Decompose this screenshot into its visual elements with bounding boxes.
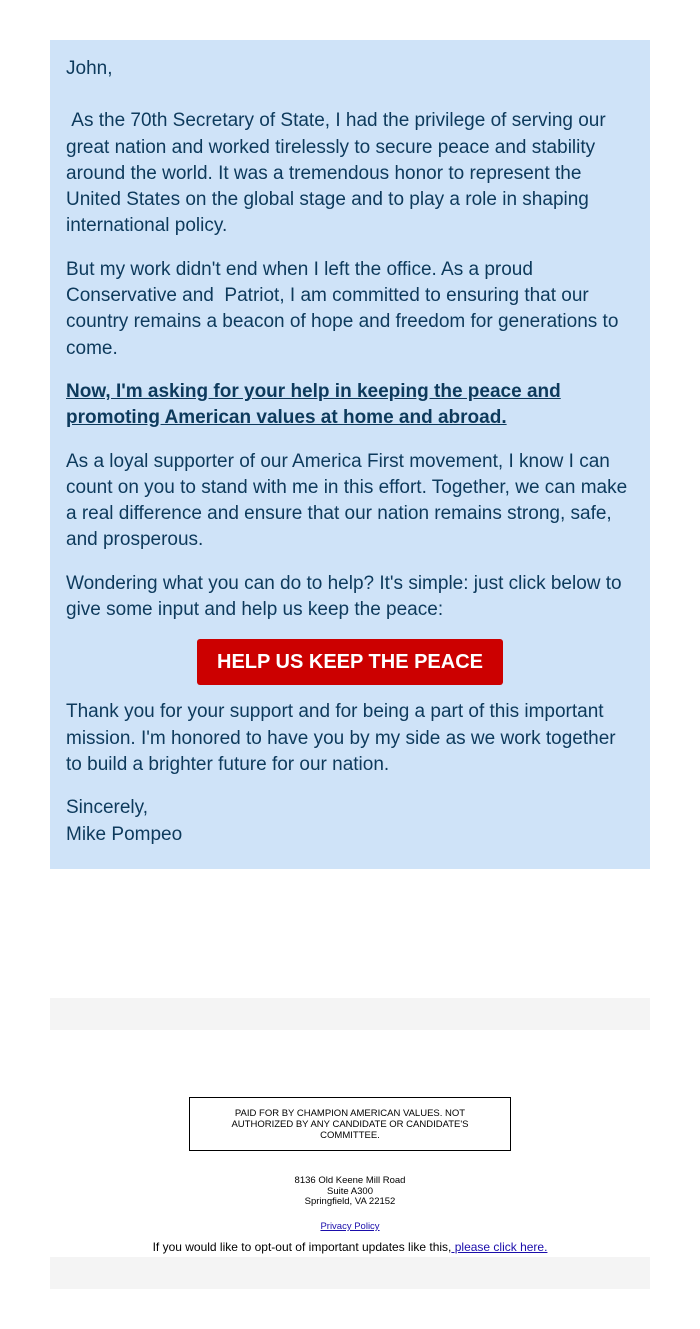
highlight-link[interactable]: Now, I'm asking for your help in keeping the peace and promoting American values at home and abroad. bbox=[66, 380, 561, 429]
signoff: Sincerely, bbox=[66, 797, 149, 819]
divider-bar bbox=[50, 998, 650, 1030]
paid-for-disclaimer: PAID FOR BY CHAMPION AMERICAN VALUES. NOT AUTHORIZED BY ANY CANDIDATE OR CANDIDATE'S COMMITTEE. bbox=[189, 1097, 511, 1151]
address-line: Suite A300 bbox=[327, 1185, 373, 1197]
optout-text: If you would like to opt-out of important updates like this, bbox=[152, 1240, 452, 1254]
privacy-policy-link[interactable]: Privacy Policy bbox=[320, 1221, 380, 1232]
letter-body bbox=[50, 40, 650, 869]
help-keep-peace-button[interactable]: HELP US KEEP THE PEACE bbox=[197, 639, 503, 685]
signature: Mike Pompeo bbox=[66, 823, 183, 845]
address-line: 8136 Old Keene Mill Road bbox=[294, 1175, 406, 1186]
paragraph: As a loyal supporter of our America First movement, I know I can count on you to stand with me in this effort. Together, we can make a real difference and ensure that our nation remains strong, safe, and prosperous. bbox=[66, 450, 628, 551]
optout-line bbox=[0, 1240, 700, 1254]
paragraph: But my work didn't end when I left the office. As a proud Conservative and Patriot, I am committed to ensuring that our country remains a beacon of hope and freedom for generations to come. bbox=[66, 258, 624, 359]
address-line: Springfield, VA 22152 bbox=[304, 1196, 396, 1207]
greeting: John, bbox=[66, 58, 113, 79]
optout-link[interactable]: please click here. bbox=[451, 1240, 548, 1254]
paragraph: As the 70th Secretary of State, I had the privilege of serving our great nation and worked tirelessly to secure peace and stability around the world. It was a tremendous honor to represent the United States on the global stage and to play a role in shaping international policy. bbox=[66, 110, 611, 237]
mailing-address bbox=[0, 1176, 700, 1208]
paragraph: Wondering what you can do to help? It's simple: just click below to give some input and help us keep the peace: bbox=[66, 572, 622, 621]
footer-bar bbox=[50, 1257, 650, 1289]
closing-paragraph: Thank you for your support and for being a part of this important mission. I'm honored to have you by my side as we work together to build a brighter future for our nation. bbox=[66, 701, 616, 775]
